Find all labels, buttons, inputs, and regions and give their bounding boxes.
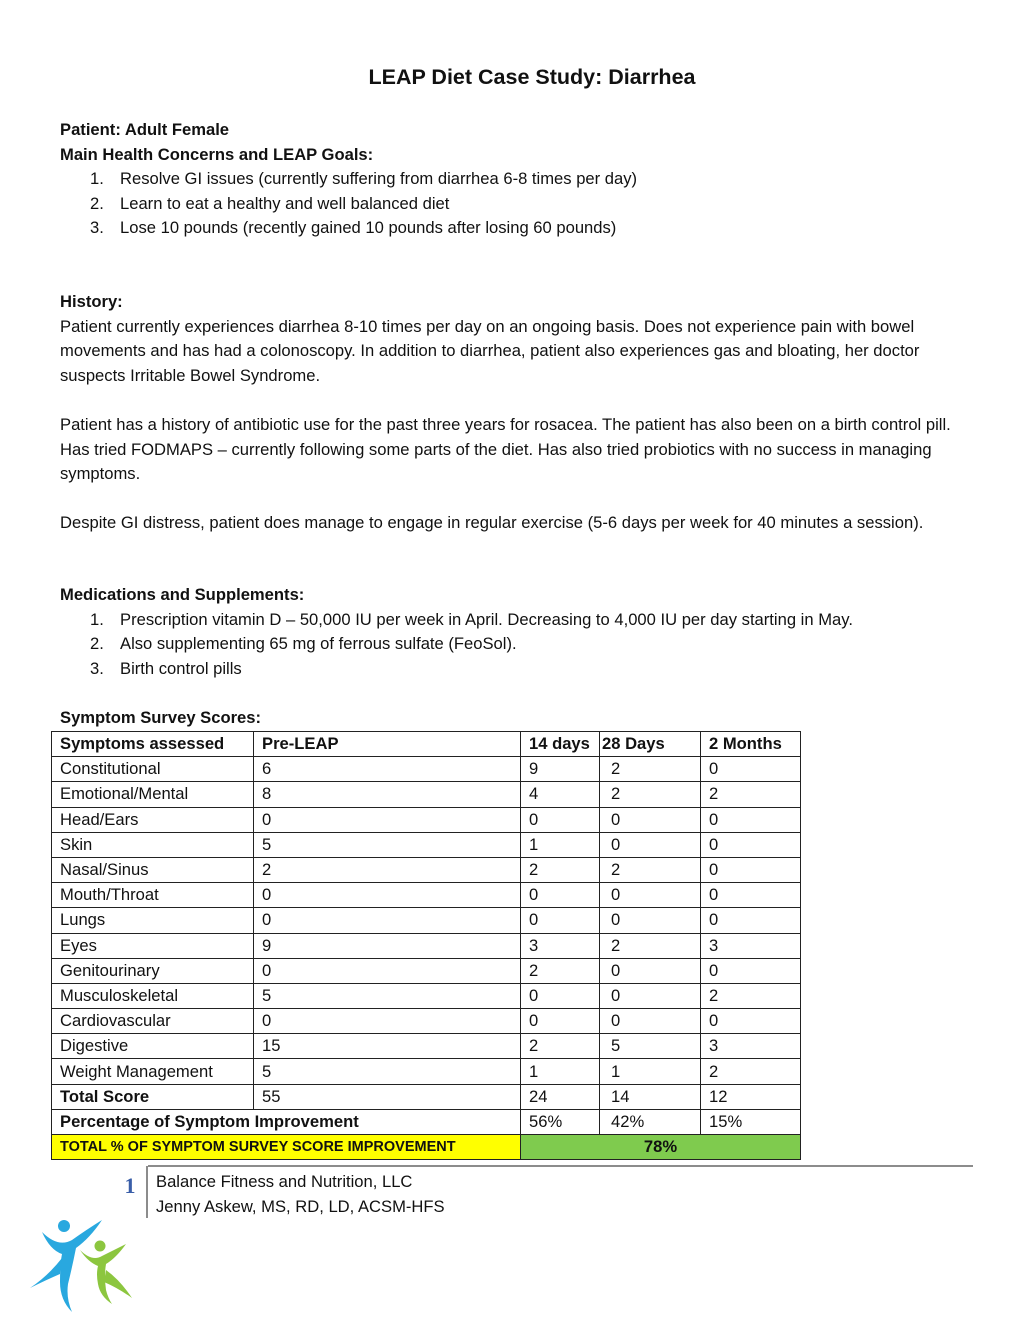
column-header: Symptoms assessed — [52, 732, 254, 757]
table-row — [52, 883, 801, 908]
score-cell: 9 — [254, 933, 521, 958]
score-cell: 3 — [701, 933, 801, 958]
score-cell: 0 — [701, 832, 801, 857]
score-cell: 2 — [600, 757, 701, 782]
score-cell: 0 — [600, 807, 701, 832]
symptom-name-cell: Cardiovascular — [52, 1009, 254, 1034]
medications-section — [60, 583, 960, 681]
score-cell: 2 — [600, 782, 701, 807]
score-cell: 3 — [521, 933, 600, 958]
two-figures-logo-icon — [28, 1218, 136, 1314]
score-cell: 2 — [600, 857, 701, 882]
total-score-cell: 24 — [521, 1084, 600, 1109]
symptom-name-cell: Emotional/Mental — [52, 782, 254, 807]
percentage-cell: 42% — [600, 1109, 701, 1134]
footer-author: Jenny Askew, MS, RD, LD, ACSM-HFS — [156, 1196, 445, 1216]
footer-text — [156, 1170, 445, 1219]
list-item: 3. Lose 10 pounds (recently gained 10 pounds after losing 60 pounds) — [90, 218, 617, 238]
footer-divider — [148, 1165, 973, 1167]
score-cell: 0 — [701, 883, 801, 908]
overall-improvement-value: 78% — [521, 1135, 801, 1160]
score-cell: 3 — [701, 1034, 801, 1059]
table-row — [52, 933, 801, 958]
list-item: 3. Birth control pills — [90, 658, 242, 678]
score-cell: 0 — [521, 883, 600, 908]
symptom-name-cell: Lungs — [52, 908, 254, 933]
symptom-name-cell: Genitourinary — [52, 958, 254, 983]
score-cell: 0 — [600, 983, 701, 1008]
score-cell: 0 — [521, 807, 600, 832]
total-score-cell: 55 — [254, 1084, 521, 1109]
list-item: 1. Prescription vitamin D – 50,000 IU per week in April. Decreasing to 4,000 IU per day starting in May. — [90, 609, 853, 629]
table-header-row — [52, 732, 801, 757]
document-title: LEAP Diet Case Study: Diarrhea — [368, 65, 696, 89]
score-cell: 0 — [600, 1009, 701, 1034]
score-cell: 2 — [254, 857, 521, 882]
score-cell: 5 — [254, 983, 521, 1008]
score-cell: 0 — [521, 983, 600, 1008]
total-score-label: Total Score — [52, 1084, 254, 1109]
score-cell: 2 — [521, 857, 600, 882]
symptom-survey-table — [51, 731, 801, 1160]
score-cell: 0 — [600, 832, 701, 857]
column-header: Pre-LEAP — [254, 732, 521, 757]
table-row — [52, 807, 801, 832]
goals-list — [60, 167, 960, 241]
percentage-row — [52, 1109, 801, 1134]
column-header: 2 Months — [701, 732, 801, 757]
score-cell: 6 — [254, 757, 521, 782]
score-cell: 2 — [600, 933, 701, 958]
score-cell: 0 — [701, 857, 801, 882]
table-row — [52, 1009, 801, 1034]
footer-company: Balance Fitness and Nutrition, LLC — [156, 1172, 413, 1191]
table-row — [52, 958, 801, 983]
symptom-name-cell: Weight Management — [52, 1059, 254, 1084]
table-row — [52, 832, 801, 857]
score-cell: 2 — [701, 983, 801, 1008]
score-cell: 0 — [701, 807, 801, 832]
symptom-name-cell: Eyes — [52, 933, 254, 958]
score-cell: 5 — [254, 832, 521, 857]
score-cell: 0 — [701, 1009, 801, 1034]
table-row — [52, 857, 801, 882]
score-cell: 1 — [521, 1059, 600, 1084]
column-header: 14 days — [521, 732, 600, 757]
symptom-name-cell: Skin — [52, 832, 254, 857]
score-cell: 0 — [600, 908, 701, 933]
percentage-cell: 15% — [701, 1109, 801, 1134]
percentage-label: Percentage of Symptom Improvement — [52, 1109, 521, 1134]
symptom-name-cell: Nasal/Sinus — [52, 857, 254, 882]
score-cell: 0 — [254, 1009, 521, 1034]
score-cell: 1 — [521, 832, 600, 857]
list-item: 1. Resolve GI issues (currently suffering from diarrhea 6-8 times per day) — [90, 169, 638, 189]
symptom-name-cell: Digestive — [52, 1034, 254, 1059]
score-cell: 0 — [600, 958, 701, 983]
history-section — [60, 290, 960, 536]
score-cell: 5 — [254, 1059, 521, 1084]
score-cell: 0 — [701, 757, 801, 782]
score-cell: 8 — [254, 782, 521, 807]
patient-line: Patient: Adult Female — [60, 120, 230, 139]
score-cell: 0 — [521, 908, 600, 933]
percentage-cell: 56% — [521, 1109, 600, 1134]
score-cell: 0 — [254, 908, 521, 933]
score-cell: 0 — [600, 883, 701, 908]
column-header: 28 Days — [600, 732, 701, 757]
score-cell: 0 — [254, 883, 521, 908]
table-row — [52, 908, 801, 933]
total-score-row — [52, 1084, 801, 1109]
score-cell: 2 — [521, 1034, 600, 1059]
overall-improvement-label: TOTAL % OF SYMPTOM SURVEY SCORE IMPROVEMENT — [52, 1135, 521, 1160]
score-cell: 1 — [600, 1059, 701, 1084]
medications-heading: Medications and Supplements: — [60, 585, 305, 604]
symptom-name-cell: Mouth/Throat — [52, 883, 254, 908]
overall-improvement-row — [52, 1135, 801, 1160]
table-row — [52, 757, 801, 782]
table-row — [52, 782, 801, 807]
history-paragraph: Patient has a history of antibiotic use for the past three years for rosacea. The patient has also been on a birth control pill. Has tried FODMAPS – currently following some parts of the diet. Has also tried probiotics with no success in managing symptoms. — [60, 414, 951, 484]
score-cell: 2 — [521, 958, 600, 983]
history-paragraph: Despite GI distress, patient does manage to engage in regular exercise (5-6 days per week for 40 minutes a session). — [60, 513, 924, 533]
score-cell: 0 — [701, 908, 801, 933]
score-cell: 15 — [254, 1034, 521, 1059]
symptom-name-cell: Constitutional — [52, 757, 254, 782]
total-score-cell: 12 — [701, 1084, 801, 1109]
footer-vertical-divider — [146, 1166, 148, 1218]
score-cell: 0 — [254, 807, 521, 832]
score-cell: 4 — [521, 782, 600, 807]
score-cell: 0 — [521, 1009, 600, 1034]
score-cell: 0 — [254, 958, 521, 983]
score-cell: 2 — [701, 1059, 801, 1084]
survey-heading: Symptom Survey Scores: — [60, 708, 262, 727]
score-cell: 2 — [701, 782, 801, 807]
table-row — [52, 1034, 801, 1059]
symptom-name-cell: Head/Ears — [52, 807, 254, 832]
table-row — [52, 983, 801, 1008]
score-cell: 5 — [600, 1034, 701, 1059]
score-cell: 0 — [701, 958, 801, 983]
page-number: 1 — [124, 1173, 136, 1198]
medications-list — [60, 608, 960, 682]
table-row — [52, 1059, 801, 1084]
goals-heading: Main Health Concerns and LEAP Goals: — [60, 144, 374, 164]
patient-section — [60, 118, 960, 241]
score-cell: 9 — [521, 757, 600, 782]
history-heading: History: — [60, 292, 123, 311]
symptom-name-cell: Musculoskeletal — [52, 983, 254, 1008]
list-item: 2. Learn to eat a healthy and well balanced diet — [90, 193, 450, 213]
total-score-cell: 14 — [600, 1084, 701, 1109]
list-item: 2. Also supplementing 65 mg of ferrous sulfate (FeoSol). — [90, 634, 517, 654]
history-paragraph: Patient currently experiences diarrhea 8-10 times per day on an ongoing basis. Does not experience pain with bowel movements and has had a colonoscopy. In addition to diarrhea, patient also experiences gas and bloating, her doctor suspects Irritable Bowel Syndrome. — [60, 316, 920, 385]
